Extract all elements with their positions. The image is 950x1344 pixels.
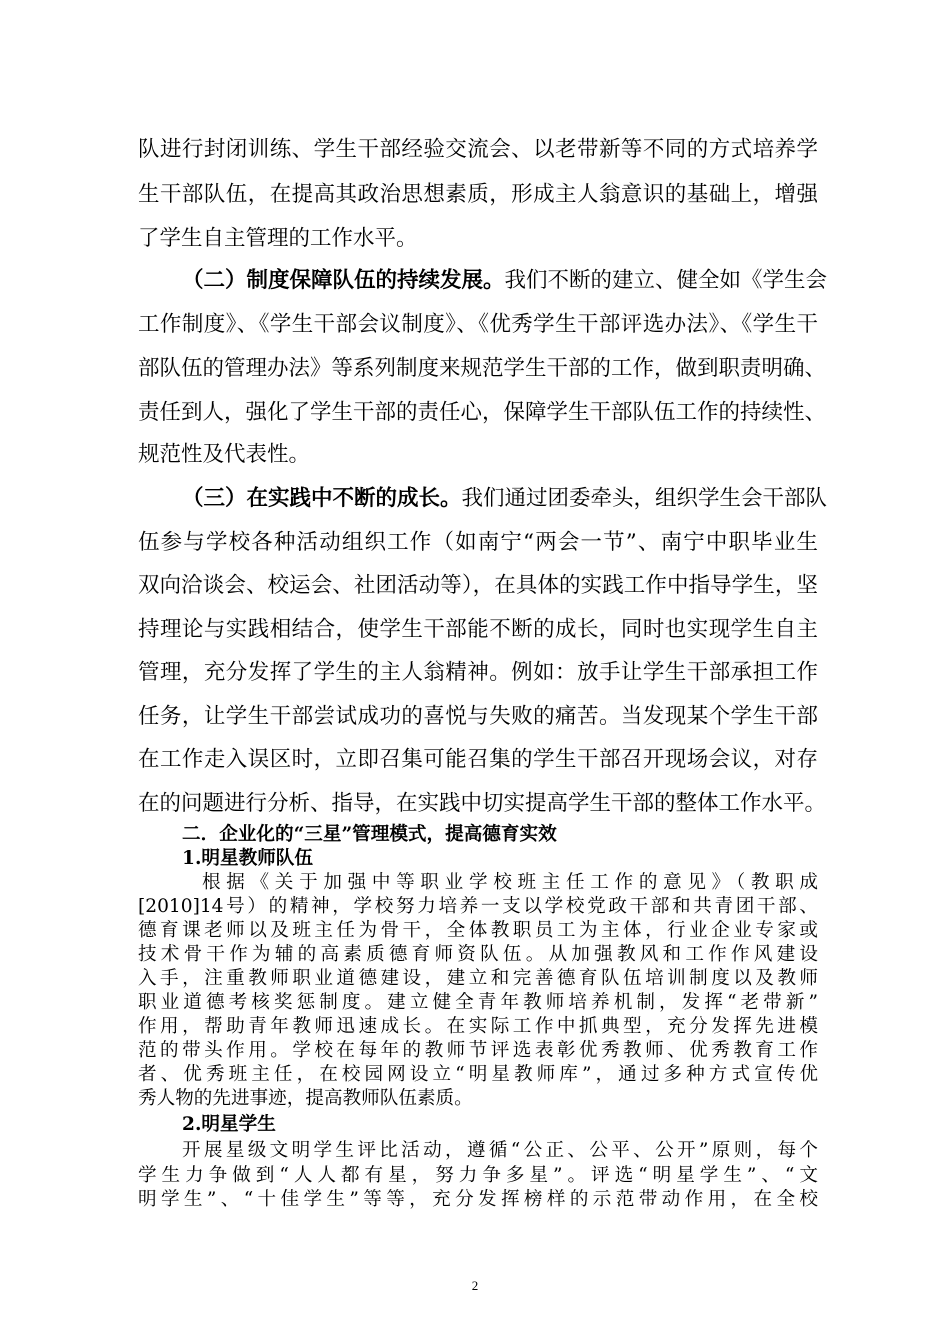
paragraph-line: 范的带头作用。学校在每年的教师节评选表彰优秀教师、优秀教育工作 xyxy=(138,1040,818,1061)
paragraph-line: 秀人物的先进事迹，提高教师队伍素质。 xyxy=(138,1088,473,1109)
paragraph-line: 德育课老师以及班主任为骨干，全体教职员工为主体，行业企业专家或 xyxy=(138,920,818,941)
paragraph-line: 规范性及代表性。 xyxy=(138,442,311,467)
part-2-heading: 二．企业化的“三星”管理模式，提高德育实效 xyxy=(182,824,557,845)
section-3-heading: （三）在实践中不断的成长。 xyxy=(182,486,462,511)
paragraph-line: 队进行封闭训练、学生干部经验交流会、以老带新等不同的方式培养学 xyxy=(138,137,818,162)
section-3-first-line xyxy=(182,484,828,514)
paragraph-line: 生干部队伍，在提高其政治思想素质，形成主人翁意识的基础上，增强 xyxy=(138,182,818,207)
section-2-text: 我们不断的建立、健全如《学生会 xyxy=(504,268,828,293)
paragraph-line: 管理，充分发挥了学生的主人翁精神。例如：放手让学生干部承担工作 xyxy=(138,660,818,685)
paragraph-line: 责任到人，强化了学生干部的责任心，保障学生干部队伍工作的持续性、 xyxy=(138,400,827,425)
paragraph-line: [2010]14号）的精神，学校努力培养一支以学校党政干部和共青团干部、 xyxy=(138,896,818,917)
paragraph-line: 者、优秀班主任，在校园网设立“明星教师库”，通过多种方式宣传优 xyxy=(138,1064,818,1085)
paragraph-line: 入手，注重教师职业道德建设，建立和完善德育队伍培训制度以及教师 xyxy=(138,968,818,989)
sub-2-heading: 2.明星学生 xyxy=(182,1114,276,1135)
page-number: 2 xyxy=(471,1278,479,1293)
paragraph-line: 工作制度》、《学生干部会议制度》、《优秀学生干部评选办法》、《学生干 xyxy=(138,312,818,337)
sub-1-heading: 1.明星教师队伍 xyxy=(182,848,313,869)
paragraph-line: 根据《关于加强中等职业学校班主任工作的意见》（教职成 xyxy=(202,872,818,893)
paragraph-line: 作用，帮助青年教师迅速成长。在实际工作中抓典型，充分发挥先进模 xyxy=(138,1016,818,1037)
paragraph-line: 在工作走入误区时，立即召集可能召集的学生干部召开现场会议，对存 xyxy=(138,747,818,772)
paragraph-line: 开展星级文明学生评比活动，遵循“公正、公平、公开”原则，每个 xyxy=(182,1140,818,1161)
section-2-first-line xyxy=(182,266,828,296)
paragraph-line: 了学生自主管理的工作水平。 xyxy=(138,226,418,251)
paragraph-line: 学生力争做到“人人都有星，努力争多星”。评选“明星学生”、“文 xyxy=(138,1165,818,1186)
paragraph-line: 职业道德考核奖惩制度。建立健全青年教师培养机制，发挥“老带新” xyxy=(138,992,818,1013)
paragraph-line: 双向洽谈会、校运会、社团活动等），在具体的实践工作中指导学生，坚 xyxy=(138,573,818,598)
paragraph-line: 持理论与实践相结合，使学生干部能不断的成长，同时也实现学生自主 xyxy=(138,617,818,642)
paragraph-line: 伍参与学校各种活动组织工作（如南宁“两会一节”、南宁中职毕业生 xyxy=(138,530,818,555)
paragraph-line: 在的问题进行分析、指导，在实践中切实提高学生干部的整体工作水平。 xyxy=(138,791,827,816)
paragraph-line: 明学生”、“十佳学生”等等，充分发挥榜样的示范带动作用，在全校 xyxy=(138,1189,818,1210)
paragraph-line: 任务，让学生干部尝试成功的喜悦与失败的痛苦。当发现某个学生干部 xyxy=(138,704,818,729)
section-2-heading: （二）制度保障队伍的持续发展。 xyxy=(182,268,505,293)
paragraph-line: 技术骨干作为辅的高素质德育师资队伍。从加强教风和工作作风建设 xyxy=(138,944,818,965)
paragraph-line: 部队伍的管理办法》等系列制度来规范学生干部的工作，做到职责明确、 xyxy=(138,356,827,381)
section-3-text: 我们通过团委牵头，组织学生会干部队 xyxy=(461,486,828,511)
